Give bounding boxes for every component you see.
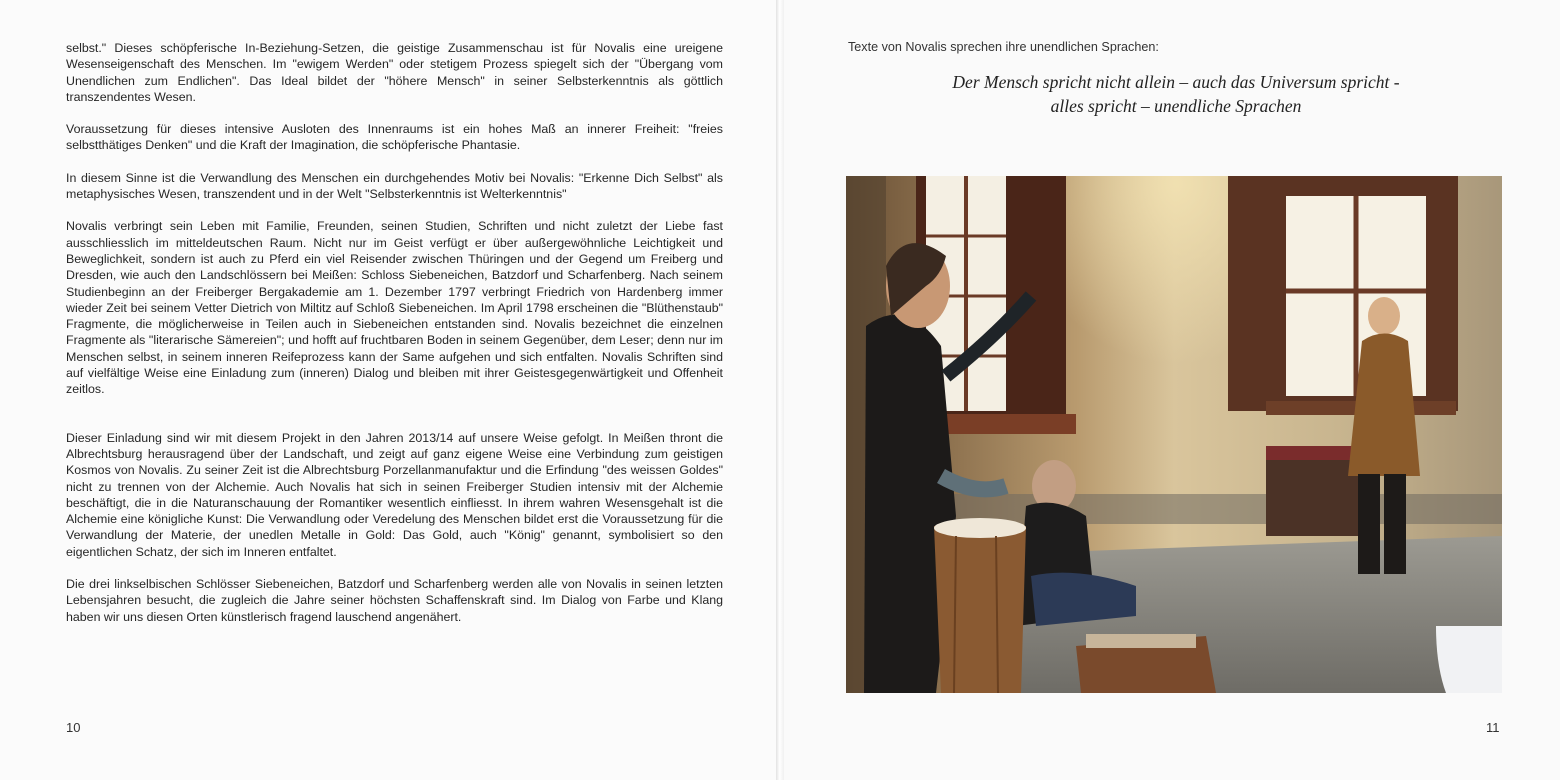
page-number-right: 11 (1486, 720, 1500, 735)
paragraph: In diesem Sinne ist die Verwandlung des Menschen ein durchgehendes Motiv bei Novalis: "Erkenne Dich Selbst" als metaphysisches Wesen, transzendent und in der Welt "Selbsterkenntnis ist Welterkenntnis" (66, 170, 723, 202)
left-page (0, 0, 776, 780)
right-page (784, 0, 1560, 780)
page-number-left: 10 (66, 720, 81, 735)
quote-line-2: alles spricht – unendliche Sprachen (1050, 96, 1302, 116)
left-page-body (66, 40, 723, 641)
performance-photo (846, 176, 1502, 693)
paragraph: selbst." Dieses schöpferische In-Beziehung-Setzen, die geistige Zusammenschau ist für Novalis eine ureigene Wesenseigenschaft des Menschen. Im "ewigem Werden" oder stetigem Prozess spiegelt sich der "Übergang vom Unendlichen zum Endlichen". Das Ideal bildet der "höhere Mensch" in seiner Selbsterkenntnis als göttlich transzendentes Wesen. (66, 41, 723, 104)
paragraph: Voraussetzung für dieses intensive Ausloten des Innenraums ist ein hohes Maß an innerer Freiheit: "freies selbstthätiges Denken" und die Kraft der Imagination, die schöpferische Phantasie. (66, 122, 723, 153)
paragraph: Novalis verbringt sein Leben mit Familie, Freunden, seinen Studien, Schriften und nicht zuletzt der Liebe fast ausschliesslich im mitteldeutschen Raum. Nicht nur im Geist verfügt er über außergewöhnliche Leichtigkeit und Beweglichkeit, sondern ist auch zu Pferd ein viel Reisender zwischen Thüringen und der Gegend um Freiberg und Dresden, wie auch den Landschlössern bei Meißen: Schloss Siebeneichen, Batzdorf und Scharfenberg. Nach seinem Studienbeginn an der Freiberger Bergakademie am 1. Dezember 1797 verbringt Friedrich von Hardenberg immer wieder Zeit bei seinem Vetter Dietrich von Miltitz auf Schloß Siebeneichen. Im April 1798 erscheinen die "Blüthenstaub" Fragmente, die möglicherweise in Teilen auch in Siebeneichen entstanden sind. Novalis bezeichnet die einzelnen Fragmente als "literarische Sämereien"; und hofft auf fruchtbaren Boden in seinem Gegenüber, dem Leser; denn nur im Menschen selbst, in seinem inneren Reifeprozess kann der Same aufgehen und sich entfalten. Novalis Schriften sind auf vielfältige Weise eine Einladung zum (inneren) Dialog und bleiben mit ihrer Geistesgegenwärtigkeit und Offenheit zeitlos. (66, 219, 723, 397)
paragraph: Die drei linkselbischen Schlösser Siebeneichen, Batzdorf und Scharfenberg werden alle von Novalis in seinen letzten Lebensjahren besucht, die zugleich die Jahre seiner höchsten Schaffenskraft sind. Im Dialog von Farbe und Klang haben wir uns diesen Orten künstlerisch fragend lauschend angenähert. (66, 577, 723, 624)
quote-line-1: Der Mensch spricht nicht allein – auch das Universum spricht - (952, 72, 1400, 92)
book-gutter (776, 0, 784, 780)
intro-text: Texte von Novalis sprechen ihre unendlichen Sprachen: (848, 40, 1159, 54)
novalis-quote (848, 70, 1504, 118)
paragraph: Dieser Einladung sind wir mit diesem Projekt in den Jahren 2013/14 auf unsere Weise gefolgt. In Meißen thront die Albrechtsburg herausragend über der Landschaft, und zeigt auf ganz eigene Weise eine Verbindung zum geistigen Kosmos von Novalis. Zu seiner Zeit ist die Albrechtsburg Porzellanmanufaktur und die Erfindung "des weissen Goldes" nicht zu trennen von der Alchemie. Auch Novalis hat sich in seinen Freiberger Studien intensiv mit der Alchemie beschäftigt, die in die Naturanschauung der Romantiker wesentlich einfliesst. In ihrem wahren Wesensgehalt ist die Alchemie eine königliche Kunst: Die Verwandlung oder Veredelung des Menschen bildet erst die Voraussetzung für die Verwandlung der Materie, der unedlen Metalle in Gold: Das Gold, auch "König" genannt, symbolisiert so den eigentlichen Schatz, der sich im Inneren entfaltet. (66, 430, 723, 559)
